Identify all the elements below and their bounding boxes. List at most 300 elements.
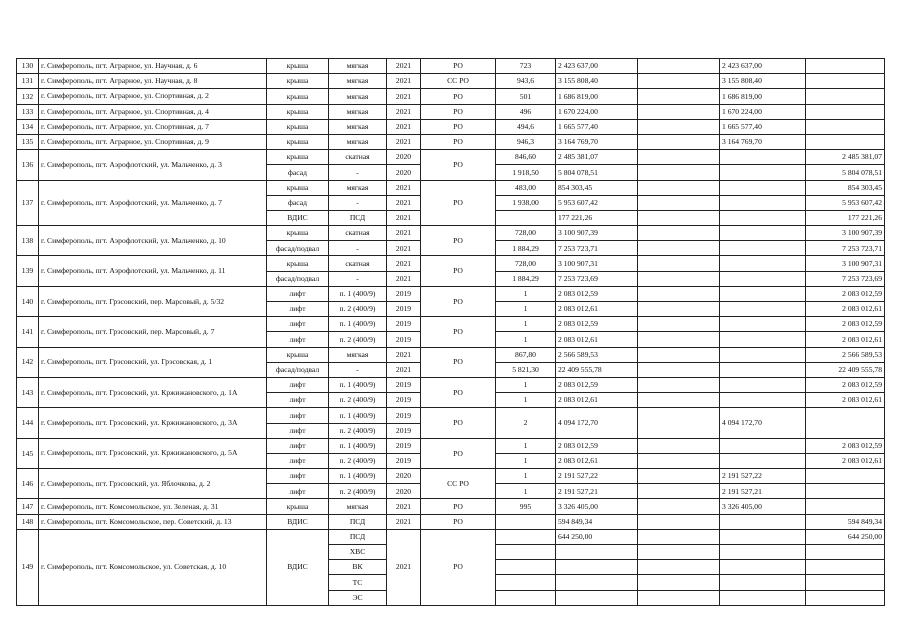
year-cell: 2019 bbox=[387, 332, 421, 347]
year-cell: 2021 bbox=[387, 241, 421, 256]
cost-cell: 5 953 607,42 bbox=[556, 195, 638, 210]
amount-cell-1 bbox=[638, 226, 720, 241]
year-cell: 2021 bbox=[387, 514, 421, 529]
amount-cell-2: 1 665 577,40 bbox=[720, 119, 806, 134]
amount-cell-2 bbox=[720, 286, 806, 301]
amount-cell-3 bbox=[806, 59, 885, 74]
amount-cell-2: 3 164 769,70 bbox=[720, 134, 806, 149]
amount-cell-2: 4 094 172,70 bbox=[720, 408, 806, 438]
quantity-cell: 1 884,29 bbox=[496, 241, 556, 256]
quantity-cell: 1 884,29 bbox=[496, 271, 556, 286]
amount-cell-1 bbox=[638, 469, 720, 484]
amount-cell-1 bbox=[638, 545, 720, 560]
type-cell: п. 2 (400/9) bbox=[329, 302, 387, 317]
amount-cell-2: 1 686 819,00 bbox=[720, 89, 806, 104]
table-row bbox=[17, 104, 885, 119]
year-cell: 2019 bbox=[387, 317, 421, 332]
element-cell: фасад bbox=[267, 195, 329, 210]
cost-cell: 2 423 637,00 bbox=[556, 59, 638, 74]
program-cell: РО bbox=[421, 226, 496, 256]
cost-cell: 2 083 012,61 bbox=[556, 332, 638, 347]
year-cell: 2020 bbox=[387, 165, 421, 180]
program-cell: РО bbox=[421, 529, 496, 605]
row-number: 132 bbox=[17, 89, 39, 104]
type-cell: п. 2 (400/9) bbox=[329, 423, 387, 438]
type-cell: п. 1 (400/9) bbox=[329, 438, 387, 453]
type-cell: п. 2 (400/9) bbox=[329, 453, 387, 468]
amount-cell-1 bbox=[638, 104, 720, 119]
cost-cell: 644 250,00 bbox=[556, 529, 638, 544]
element-cell: лифт bbox=[267, 393, 329, 408]
amount-cell-1 bbox=[638, 499, 720, 514]
cost-cell: 2 191 527,22 bbox=[556, 469, 638, 484]
amount-cell-3: 2 083 012,61 bbox=[806, 393, 885, 408]
cost-cell: 177 221,26 bbox=[556, 210, 638, 225]
cost-cell: 2 083 012,59 bbox=[556, 317, 638, 332]
element-cell: ВДИС bbox=[267, 514, 329, 529]
type-cell: п. 1 (400/9) bbox=[329, 408, 387, 423]
amount-cell-1 bbox=[638, 180, 720, 195]
year-cell: 2021 bbox=[387, 59, 421, 74]
type-cell: п. 2 (400/9) bbox=[329, 393, 387, 408]
program-cell: РО bbox=[421, 438, 496, 468]
element-cell: лифт bbox=[267, 302, 329, 317]
element-cell: крыша bbox=[267, 347, 329, 362]
program-cell: РО bbox=[421, 134, 496, 149]
year-cell: 2019 bbox=[387, 393, 421, 408]
amount-cell-3 bbox=[806, 119, 885, 134]
quantity-cell: 1 bbox=[496, 453, 556, 468]
amount-cell-3: 2 083 012,61 bbox=[806, 302, 885, 317]
table-row bbox=[17, 74, 885, 89]
row-number: 134 bbox=[17, 119, 39, 134]
amount-cell-2: 2 191 527,21 bbox=[720, 484, 806, 499]
amount-cell-3 bbox=[806, 74, 885, 89]
amount-cell-1 bbox=[638, 438, 720, 453]
element-cell: лифт bbox=[267, 332, 329, 347]
amount-cell-3: 7 253 723,71 bbox=[806, 241, 885, 256]
cost-cell: 2 485 381,07 bbox=[556, 150, 638, 165]
element-cell: фасад/подвал bbox=[267, 241, 329, 256]
table-row bbox=[17, 59, 885, 74]
amount-cell-1 bbox=[638, 484, 720, 499]
quantity-cell: 496 bbox=[496, 104, 556, 119]
row-number: 149 bbox=[17, 529, 39, 605]
quantity-cell: 1 bbox=[496, 469, 556, 484]
amount-cell-1 bbox=[638, 575, 720, 590]
row-number: 133 bbox=[17, 104, 39, 119]
quantity-cell: 943,6 bbox=[496, 74, 556, 89]
amount-cell-3 bbox=[806, 499, 885, 514]
element-cell: ВДИС bbox=[267, 529, 329, 605]
amount-cell-2 bbox=[720, 150, 806, 165]
quantity-cell: 995 bbox=[496, 499, 556, 514]
element-cell: лифт bbox=[267, 286, 329, 301]
table-row bbox=[17, 408, 885, 423]
amount-cell-3: 2 083 012,61 bbox=[806, 332, 885, 347]
amount-cell-1 bbox=[638, 377, 720, 392]
year-cell: 2021 bbox=[387, 529, 421, 605]
amount-cell-2 bbox=[720, 302, 806, 317]
amount-cell-3 bbox=[806, 408, 885, 438]
cost-cell: 2 083 012,61 bbox=[556, 302, 638, 317]
program-cell: РО bbox=[421, 150, 496, 180]
program-cell: РО bbox=[421, 89, 496, 104]
program-cell: РО bbox=[421, 256, 496, 286]
element-cell: лифт bbox=[267, 438, 329, 453]
cost-cell: 2 566 589,53 bbox=[556, 347, 638, 362]
amount-cell-3: 2 083 012,59 bbox=[806, 317, 885, 332]
program-cell: РО bbox=[421, 347, 496, 377]
address-cell: г. Симферополь, пгт. Аграрное, ул. Спортивная, д. 9 bbox=[39, 134, 267, 149]
cost-cell: 2 191 527,21 bbox=[556, 484, 638, 499]
cost-cell: 3 100 907,31 bbox=[556, 256, 638, 271]
cost-cell: 22 409 555,78 bbox=[556, 362, 638, 377]
quantity-cell bbox=[496, 529, 556, 544]
amount-cell-3: 2 083 012,59 bbox=[806, 286, 885, 301]
table-body bbox=[17, 59, 885, 606]
element-cell: крыша bbox=[267, 74, 329, 89]
amount-cell-2 bbox=[720, 560, 806, 575]
type-cell: мягкая bbox=[329, 119, 387, 134]
amount-cell-3: 644 250,00 bbox=[806, 529, 885, 544]
year-cell: 2021 bbox=[387, 134, 421, 149]
amount-cell-2 bbox=[720, 545, 806, 560]
quantity-cell: 483,00 bbox=[496, 180, 556, 195]
amount-cell-2 bbox=[720, 226, 806, 241]
amount-cell-1 bbox=[638, 560, 720, 575]
cost-cell: 1 686 819,00 bbox=[556, 89, 638, 104]
type-cell: п. 2 (400/9) bbox=[329, 332, 387, 347]
amount-cell-3: 7 253 723,69 bbox=[806, 271, 885, 286]
type-cell: ПСД bbox=[329, 514, 387, 529]
table-row bbox=[17, 89, 885, 104]
address-cell: г. Симферополь, пгт. Аграрное, ул. Спортивная, д. 4 bbox=[39, 104, 267, 119]
row-number: 137 bbox=[17, 180, 39, 226]
element-cell: лифт bbox=[267, 377, 329, 392]
amount-cell-2 bbox=[720, 590, 806, 605]
amount-cell-2 bbox=[720, 529, 806, 544]
type-cell: скатная bbox=[329, 226, 387, 241]
year-cell: 2021 bbox=[387, 362, 421, 377]
amount-cell-1 bbox=[638, 134, 720, 149]
type-cell: ПСД bbox=[329, 210, 387, 225]
year-cell: 2021 bbox=[387, 226, 421, 241]
amount-cell-1 bbox=[638, 362, 720, 377]
address-cell: г. Симферополь, пгт. Грэсовский, пер. Марсовый, д. 5/32 bbox=[39, 286, 267, 316]
amount-cell-3 bbox=[806, 590, 885, 605]
year-cell: 2020 bbox=[387, 469, 421, 484]
element-cell: лифт bbox=[267, 469, 329, 484]
address-cell: г. Симферополь, пгт. Аграрное, ул. Научная, д. 8 bbox=[39, 74, 267, 89]
cost-cell: 7 253 723,69 bbox=[556, 271, 638, 286]
amount-cell-3 bbox=[806, 560, 885, 575]
cost-cell: 3 155 808,40 bbox=[556, 74, 638, 89]
row-number: 140 bbox=[17, 286, 39, 316]
type-cell: п. 1 (400/9) bbox=[329, 469, 387, 484]
year-cell: 2021 bbox=[387, 210, 421, 225]
amount-cell-1 bbox=[638, 286, 720, 301]
amount-cell-2: 2 423 637,00 bbox=[720, 59, 806, 74]
address-cell: г. Симферополь, пгт. Аграрное, ул. Научная, д. 6 bbox=[39, 59, 267, 74]
row-number: 148 bbox=[17, 514, 39, 529]
type-cell: скатная bbox=[329, 256, 387, 271]
amount-cell-3: 3 100 907,39 bbox=[806, 226, 885, 241]
program-cell: РО bbox=[421, 104, 496, 119]
element-cell: ВДИС bbox=[267, 210, 329, 225]
program-cell: РО bbox=[421, 377, 496, 407]
element-cell: крыша bbox=[267, 89, 329, 104]
year-cell: 2019 bbox=[387, 286, 421, 301]
table-row bbox=[17, 180, 885, 195]
row-number: 138 bbox=[17, 226, 39, 256]
amount-cell-1 bbox=[638, 256, 720, 271]
row-number: 143 bbox=[17, 377, 39, 407]
quantity-cell: 1 bbox=[496, 286, 556, 301]
quantity-cell: 1 bbox=[496, 302, 556, 317]
element-cell: крыша bbox=[267, 104, 329, 119]
amount-cell-1 bbox=[638, 210, 720, 225]
quantity-cell: 494,6 bbox=[496, 119, 556, 134]
capital-repair-register-table bbox=[16, 58, 885, 606]
element-cell: лифт bbox=[267, 484, 329, 499]
year-cell: 2021 bbox=[387, 195, 421, 210]
element-cell: крыша bbox=[267, 256, 329, 271]
quantity-cell: 867,80 bbox=[496, 347, 556, 362]
cost-cell: 2 083 012,61 bbox=[556, 393, 638, 408]
element-cell: крыша bbox=[267, 119, 329, 134]
quantity-cell: 5 821,30 bbox=[496, 362, 556, 377]
address-cell: г. Симферополь, пгт. Аэрофлотский, ул. Мальченко, д. 3 bbox=[39, 150, 267, 180]
year-cell: 2020 bbox=[387, 484, 421, 499]
cost-cell bbox=[556, 545, 638, 560]
address-cell: г. Симферополь, пгт. Грэсовский, ул. Кржижановского, д. 3А bbox=[39, 408, 267, 438]
amount-cell-3: 854 303,45 bbox=[806, 180, 885, 195]
type-cell: ТС bbox=[329, 575, 387, 590]
table-row bbox=[17, 529, 885, 544]
amount-cell-3: 2 485 381,07 bbox=[806, 150, 885, 165]
amount-cell-3 bbox=[806, 469, 885, 484]
type-cell: - bbox=[329, 241, 387, 256]
table-row bbox=[17, 256, 885, 271]
quantity-cell bbox=[496, 514, 556, 529]
element-cell: лифт bbox=[267, 317, 329, 332]
type-cell: п. 1 (400/9) bbox=[329, 286, 387, 301]
type-cell: ЭС bbox=[329, 590, 387, 605]
amount-cell-1 bbox=[638, 195, 720, 210]
row-number: 139 bbox=[17, 256, 39, 286]
type-cell: мягкая bbox=[329, 499, 387, 514]
cost-cell bbox=[556, 575, 638, 590]
type-cell: мягкая bbox=[329, 347, 387, 362]
cost-cell: 3 100 907,39 bbox=[556, 226, 638, 241]
row-number: 131 bbox=[17, 74, 39, 89]
program-cell: РО bbox=[421, 119, 496, 134]
amount-cell-2 bbox=[720, 377, 806, 392]
type-cell: ВК bbox=[329, 560, 387, 575]
quantity-cell: 1 bbox=[496, 332, 556, 347]
amount-cell-3 bbox=[806, 545, 885, 560]
type-cell: ХВС bbox=[329, 545, 387, 560]
quantity-cell bbox=[496, 545, 556, 560]
amount-cell-1 bbox=[638, 89, 720, 104]
program-cell: РО bbox=[421, 408, 496, 438]
address-cell: г. Симферополь, пгт. Грэсовский, ул. Яблочкова, д. 2 bbox=[39, 469, 267, 499]
amount-cell-2: 2 191 527,22 bbox=[720, 469, 806, 484]
amount-cell-1 bbox=[638, 271, 720, 286]
address-cell: г. Симферополь, пгт. Грэсовский, ул. Грэсовская, д. 1 bbox=[39, 347, 267, 377]
amount-cell-2 bbox=[720, 180, 806, 195]
row-number: 136 bbox=[17, 150, 39, 180]
cost-cell: 4 094 172,70 bbox=[556, 408, 638, 438]
element-cell: фасад/подвал bbox=[267, 271, 329, 286]
type-cell: мягкая bbox=[329, 59, 387, 74]
cost-cell bbox=[556, 560, 638, 575]
element-cell: крыша bbox=[267, 180, 329, 195]
amount-cell-2: 1 670 224,00 bbox=[720, 104, 806, 119]
quantity-cell bbox=[496, 575, 556, 590]
amount-cell-2 bbox=[720, 438, 806, 453]
amount-cell-2 bbox=[720, 241, 806, 256]
cost-cell: 1 670 224,00 bbox=[556, 104, 638, 119]
amount-cell-3: 3 100 907,31 bbox=[806, 256, 885, 271]
address-cell: г. Симферополь, пгт. Аэрофлотский, ул. Мальченко, д. 11 bbox=[39, 256, 267, 286]
amount-cell-2 bbox=[720, 271, 806, 286]
address-cell: г. Симферополь, пгт. Грэсовский, ул. Кржижановского, д. 5А bbox=[39, 438, 267, 468]
amount-cell-3: 2 566 589,53 bbox=[806, 347, 885, 362]
row-number: 130 bbox=[17, 59, 39, 74]
year-cell: 2019 bbox=[387, 423, 421, 438]
cost-cell: 2 083 012,59 bbox=[556, 377, 638, 392]
table-row bbox=[17, 150, 885, 165]
address-cell: г. Симферополь, пгт. Аграрное, ул. Спортивная, д. 7 bbox=[39, 119, 267, 134]
year-cell: 2021 bbox=[387, 347, 421, 362]
program-cell: СС РО bbox=[421, 74, 496, 89]
quantity-cell: 728,00 bbox=[496, 256, 556, 271]
element-cell: фасад bbox=[267, 165, 329, 180]
table-row bbox=[17, 438, 885, 453]
quantity-cell: 1 bbox=[496, 438, 556, 453]
quantity-cell: 1 918,50 bbox=[496, 165, 556, 180]
amount-cell-3: 177 221,26 bbox=[806, 210, 885, 225]
year-cell: 2020 bbox=[387, 150, 421, 165]
cost-cell: 2 083 012,61 bbox=[556, 453, 638, 468]
amount-cell-1 bbox=[638, 590, 720, 605]
element-cell: крыша bbox=[267, 226, 329, 241]
amount-cell-3 bbox=[806, 134, 885, 149]
amount-cell-1 bbox=[638, 302, 720, 317]
cost-cell: 3 326 405,00 bbox=[556, 499, 638, 514]
table-row bbox=[17, 514, 885, 529]
amount-cell-3: 5 953 607,42 bbox=[806, 195, 885, 210]
year-cell: 2021 bbox=[387, 499, 421, 514]
amount-cell-2 bbox=[720, 256, 806, 271]
program-cell: РО bbox=[421, 499, 496, 514]
address-cell: г. Симферополь, пгт. Комсомольское, ул. Советская, д. 10 bbox=[39, 529, 267, 605]
amount-cell-3: 2 083 012,61 bbox=[806, 453, 885, 468]
year-cell: 2019 bbox=[387, 453, 421, 468]
quantity-cell bbox=[496, 560, 556, 575]
cost-cell: 2 083 012,59 bbox=[556, 438, 638, 453]
table-row bbox=[17, 134, 885, 149]
amount-cell-2 bbox=[720, 514, 806, 529]
amount-cell-1 bbox=[638, 347, 720, 362]
amount-cell-3 bbox=[806, 575, 885, 590]
row-number: 146 bbox=[17, 469, 39, 499]
type-cell: ПСД bbox=[329, 529, 387, 544]
element-cell: крыша bbox=[267, 150, 329, 165]
type-cell: п. 1 (400/9) bbox=[329, 377, 387, 392]
type-cell: - bbox=[329, 195, 387, 210]
amount-cell-2 bbox=[720, 165, 806, 180]
amount-cell-1 bbox=[638, 317, 720, 332]
quantity-cell: 2 bbox=[496, 408, 556, 438]
table-row bbox=[17, 377, 885, 392]
row-number: 135 bbox=[17, 134, 39, 149]
element-cell: фасад/подвал bbox=[267, 362, 329, 377]
amount-cell-1 bbox=[638, 453, 720, 468]
element-cell: крыша bbox=[267, 59, 329, 74]
amount-cell-3: 2 083 012,59 bbox=[806, 438, 885, 453]
program-cell: РО bbox=[421, 514, 496, 529]
cost-cell: 1 665 577,40 bbox=[556, 119, 638, 134]
amount-cell-3: 5 804 078,51 bbox=[806, 165, 885, 180]
year-cell: 2021 bbox=[387, 256, 421, 271]
program-cell: РО bbox=[421, 286, 496, 316]
quantity-cell bbox=[496, 210, 556, 225]
quantity-cell bbox=[496, 590, 556, 605]
quantity-cell: 1 bbox=[496, 484, 556, 499]
amount-cell-1 bbox=[638, 241, 720, 256]
amount-cell-1 bbox=[638, 514, 720, 529]
row-number: 147 bbox=[17, 499, 39, 514]
type-cell: - bbox=[329, 165, 387, 180]
address-cell: г. Симферополь, пгт. Комсомольское, ул. Зеленая, д. 31 bbox=[39, 499, 267, 514]
cost-cell: 2 083 012,59 bbox=[556, 286, 638, 301]
quantity-cell: 1 bbox=[496, 393, 556, 408]
quantity-cell: 1 bbox=[496, 317, 556, 332]
quantity-cell: 846,60 bbox=[496, 150, 556, 165]
amount-cell-2 bbox=[720, 347, 806, 362]
amount-cell-3: 2 083 012,59 bbox=[806, 377, 885, 392]
type-cell: - bbox=[329, 271, 387, 286]
row-number: 145 bbox=[17, 438, 39, 468]
type-cell: п. 1 (400/9) bbox=[329, 317, 387, 332]
amount-cell-3: 22 409 555,78 bbox=[806, 362, 885, 377]
address-cell: г. Симферополь, пгт. Аграрное, ул. Спортивная, д. 2 bbox=[39, 89, 267, 104]
amount-cell-2 bbox=[720, 453, 806, 468]
cost-cell: 854 303,45 bbox=[556, 180, 638, 195]
year-cell: 2021 bbox=[387, 89, 421, 104]
amount-cell-1 bbox=[638, 59, 720, 74]
quantity-cell: 501 bbox=[496, 89, 556, 104]
element-cell: крыша bbox=[267, 499, 329, 514]
program-cell: РО bbox=[421, 59, 496, 74]
program-cell: РО bbox=[421, 180, 496, 226]
row-number: 141 bbox=[17, 317, 39, 347]
year-cell: 2019 bbox=[387, 408, 421, 423]
type-cell: мягкая bbox=[329, 180, 387, 195]
amount-cell-1 bbox=[638, 150, 720, 165]
quantity-cell: 1 938,00 bbox=[496, 195, 556, 210]
quantity-cell: 728,00 bbox=[496, 226, 556, 241]
year-cell: 2021 bbox=[387, 119, 421, 134]
type-cell: мягкая bbox=[329, 89, 387, 104]
row-number: 142 bbox=[17, 347, 39, 377]
year-cell: 2021 bbox=[387, 74, 421, 89]
amount-cell-3 bbox=[806, 89, 885, 104]
table-row bbox=[17, 347, 885, 362]
